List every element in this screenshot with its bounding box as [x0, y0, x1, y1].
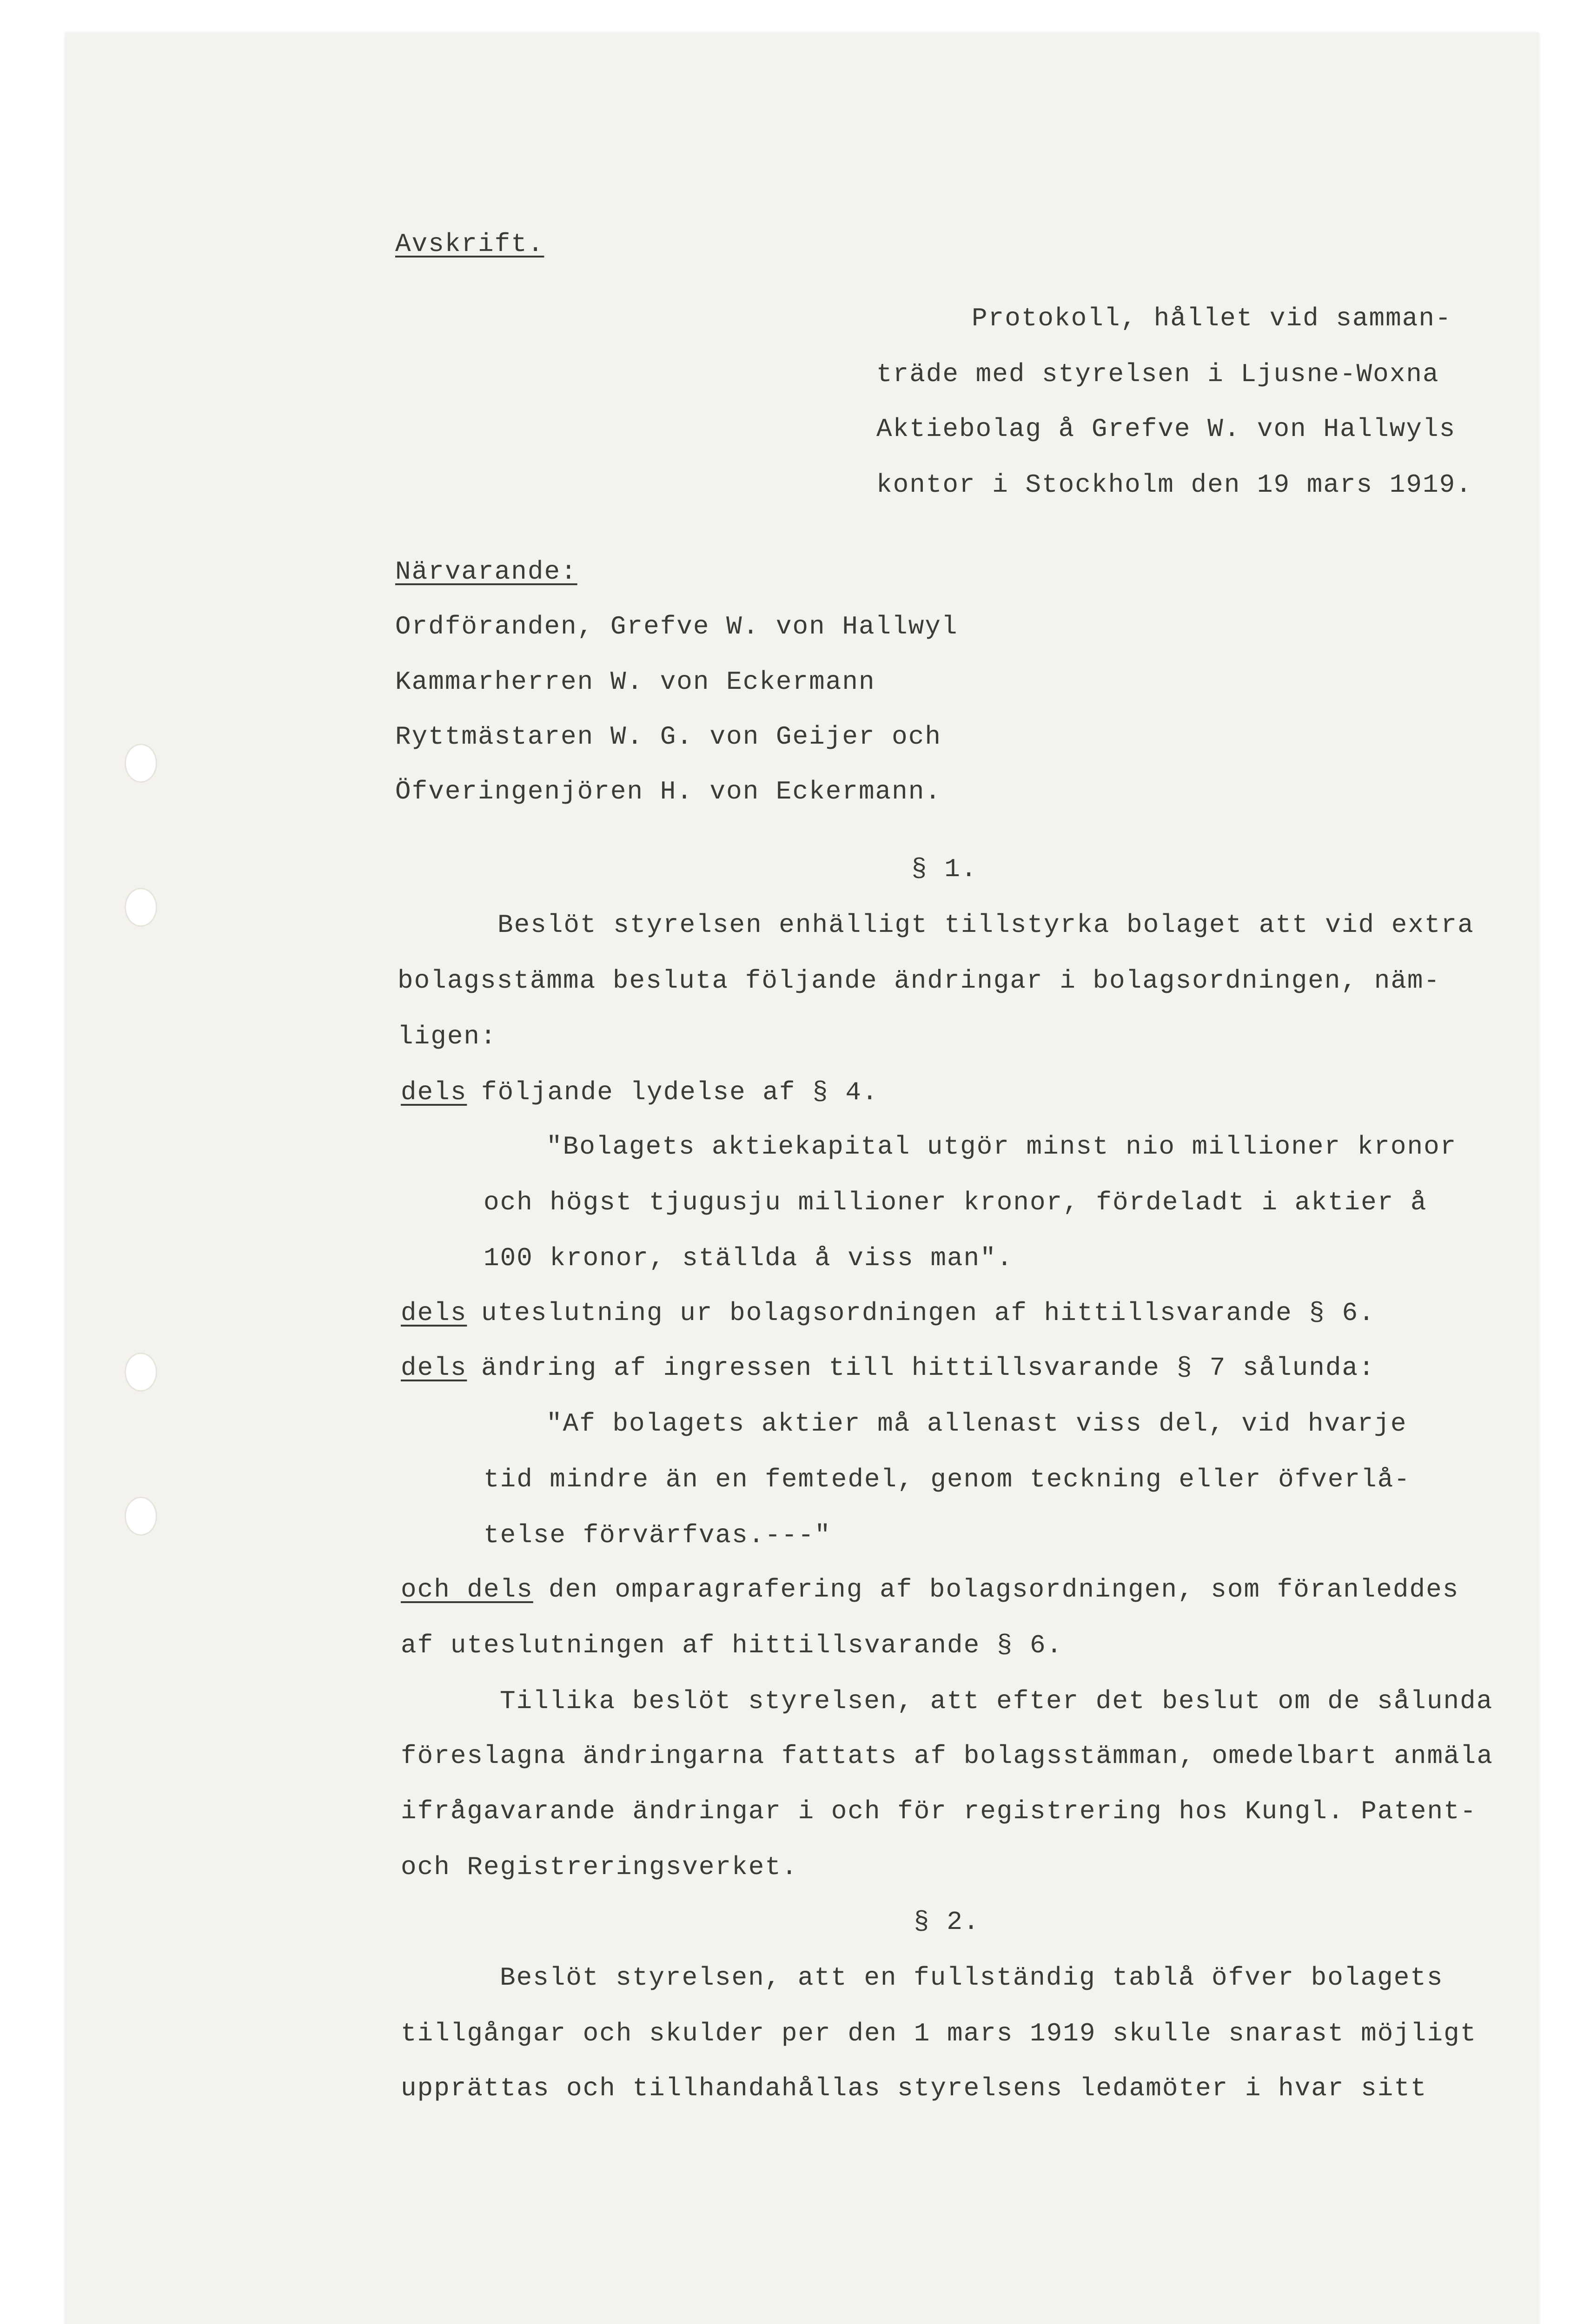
title-line: träde med styrelsen i Ljusne-Woxna [876, 359, 1439, 389]
item-4-lead: och dels [401, 1575, 533, 1604]
item-3-lead: dels [401, 1353, 467, 1383]
item-2-text: uteslutning ur bolagsordningen af hittillsvarande § 6. [481, 1298, 1375, 1328]
item-1-text: följande lydelse af § 4. [481, 1077, 879, 1107]
closing-line: föreslagna ändringarna fattats af bolagsstämman, omedelbart anmäla [401, 1741, 1493, 1771]
punch-hole [125, 1497, 157, 1536]
item-4-line: den omparagrafering af bolagsordningen, som föranleddes [549, 1575, 1459, 1604]
item-3-text: ändring af ingressen till hittillsvarande § 7 sålunda: [481, 1353, 1375, 1383]
present-line: Ryttmästaren W. G. von Geijer och [395, 722, 941, 752]
quote-1-line: och högst tjugusju millioner kronor, fördeladt i aktier å [484, 1188, 1427, 1217]
title-line: kontor i Stockholm den 19 mars 1919. [876, 470, 1472, 500]
quote-1-line: 100 kronor, ställda å viss man". [484, 1243, 1014, 1273]
section-2-line: tillgångar och skulder per den 1 mars 1919 skulle snarast möjligt [401, 2019, 1477, 2048]
item-4-line: af uteslutningen af hittillsvarande § 6. [401, 1631, 1063, 1660]
present-line: Kammarherren W. von Eckermann [395, 667, 875, 697]
present-label: Närvarande: [395, 557, 577, 587]
closing-line: och Registreringsverket. [401, 1852, 798, 1882]
section-2-heading: § 2. [914, 1907, 980, 1937]
punch-hole [125, 1353, 157, 1392]
item-1-lead: dels [401, 1077, 467, 1107]
title-line: Aktiebolag å Grefve W. von Hallwyls [876, 414, 1456, 444]
punch-hole [125, 744, 157, 783]
document-heading: Avskrift. [395, 229, 544, 259]
punch-hole [125, 888, 157, 927]
quote-2-line: "Af bolagets aktier må allenast viss del, vid hvarje [546, 1409, 1407, 1439]
present-line: Ordföranden, Grefve W. von Hallwyl [395, 612, 958, 641]
title-line: Protokoll, hållet vid samman- [972, 304, 1452, 333]
section-1-intro-line: ligen: [398, 1022, 497, 1051]
item-2-lead: dels [401, 1298, 467, 1328]
quote-1-line: "Bolagets aktiekapital utgör minst nio millioner kronor [546, 1132, 1457, 1162]
quote-2-line: tid mindre än en femtedel, genom teckning eller öfverlå- [484, 1465, 1411, 1494]
closing-line: ifrågavarande ändringar i och för registrering hos Kungl. Patent- [401, 1796, 1477, 1826]
section-1-intro-line: Beslöt styrelsen enhälligt tillstyrka bolaget att vid extra [497, 910, 1474, 940]
quote-2-line: telse förvärfvas.---" [484, 1520, 831, 1550]
section-2-line: upprättas och tillhandahållas styrelsens ledamöter i hvar sitt [401, 2073, 1427, 2103]
section-2-line: Beslöt styrelsen, att en fullständig tablå öfver bolagets [500, 1963, 1444, 1993]
closing-line: Tillika beslöt styrelsen, att efter det beslut om de sålunda [500, 1686, 1493, 1716]
present-line: Öfveringenjören H. von Eckermann. [395, 777, 941, 806]
section-1-intro-line: bolagsstämma besluta följande ändringar i bolagsordningen, näm- [398, 966, 1441, 996]
section-1-heading: § 1. [911, 854, 978, 884]
